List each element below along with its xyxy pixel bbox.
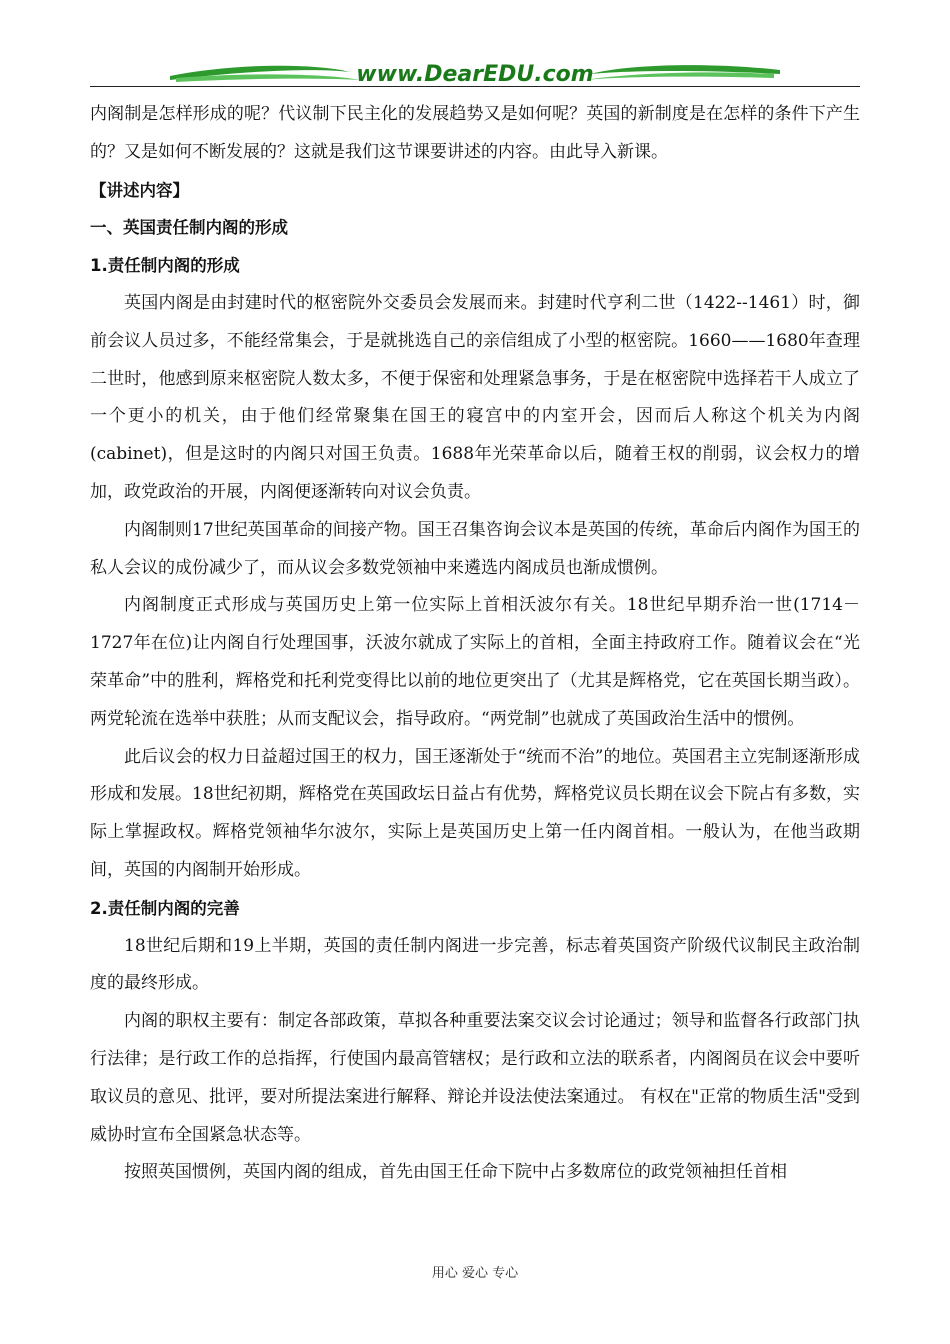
paragraph: 此后议会的权力日益超过国王的权力，国王逐渐处于“统而不治”的地位。英国君主立宪制逐渐形成形成和发展。18世纪初期，辉格党在英国政坛日益占有优势，辉格党议员长期在议会下院占有多数，实际上掌握政权。辉格党领袖华尔波尔，实际上是英国历史上第一任内阁首相。一般认为，在他当政期间，英国的内阁制开始形成。 [90,746,860,880]
paragraph-intro: 内阁制是怎样形成的呢？代议制下民主化的发展趋势又是如何呢？英国的新制度是在怎样的条件下产生的？又是如何不断发展的？这就是我们这节课要讲述的内容。由此导入新课。 [90,104,860,162]
document-body [90,96,860,1192]
paragraph: 18世纪后期和19上半期，英国的责任制内阁进一步完善，标志着英国资产阶级代议制民主政治制度的最终形成。 [90,935,860,994]
paragraph: 按照英国惯例，英国内阁的组成，首先由国王任命下院中占多数席位的政党领袖担任首相 [124,1162,787,1183]
paragraph: 内阁的职权主要有：制定各部政策，草拟各种重要法案交议会讨论通过；领导和监督各行政部门执行法律；是行政工作的总指挥，行使国内最高管辖权；是行政和立法的联系者，内阁阁员在议会中要听取议员的意见、批评，要对所提法案进行解释、辩论并设法使法案通过。 有权在"正常的物质生活"受到威协时宣布全国紧急状态等。 [90,1011,860,1145]
paragraph: 内阁制度正式形成与英国历史上第一位实际上首相沃波尔有关。18世纪早期乔治一世(1714－1727年在位)让内阁自行处理国事，沃波尔就成了实际上的首相，全面主持政府工作。随着议会在“光荣革命”中的胜利，辉格党和托利党变得比以前的地位更突出了（尤其是辉格党，它在英国长期当政）。两党轮流在选举中获胜；从而支配议会，指导政府。“两党制”也就成了英国政治生活中的惯例。 [90,595,860,729]
section-label: 【讲述内容】 [90,180,189,200]
paragraph: 内阁制则17世纪英国革命的间接产物。国王召集咨询会议本是英国的传统，革命后内阁作为国王的私人会议的成份减少了，而从议会多数党领袖中来遴选内阁成员也渐成惯例。 [90,519,860,578]
section-heading-1: 一、英国责任制内阁的形成 [90,218,288,238]
paragraph: 英国内阁是由封建时代的枢密院外交委员会发展而来。封建时代亨利二世（1422--1461）时，御前会议人员过多，不能经常集会，于是就挑选自己的亲信组成了小型的枢密院。1660——1680年查理二世时，他感到原来枢密院人数太多，不便于保密和处理紧急事务，于是在枢密院中选择若干人成立了一个更小的机关，由于他们经常聚集在国王的寝宫中的内室开会，因而后人称这个机关为内阁(cabinet)，但是这时的内阁只对国王负责。1688年光荣革命以后，随着王权的削弱，议会权力的增加，政党政治的开展，内阁便逐渐转向对议会负责。 [90,292,860,502]
header-divider [90,86,860,87]
page-footer: 用心 爱心 专心 [431,1266,519,1281]
site-logo-text: www.DearEDU.com [356,62,594,87]
subsection-heading-1: 1.责任制内阁的形成 [90,256,240,276]
subsection-heading-2: 2.责任制内阁的完善 [90,898,240,918]
